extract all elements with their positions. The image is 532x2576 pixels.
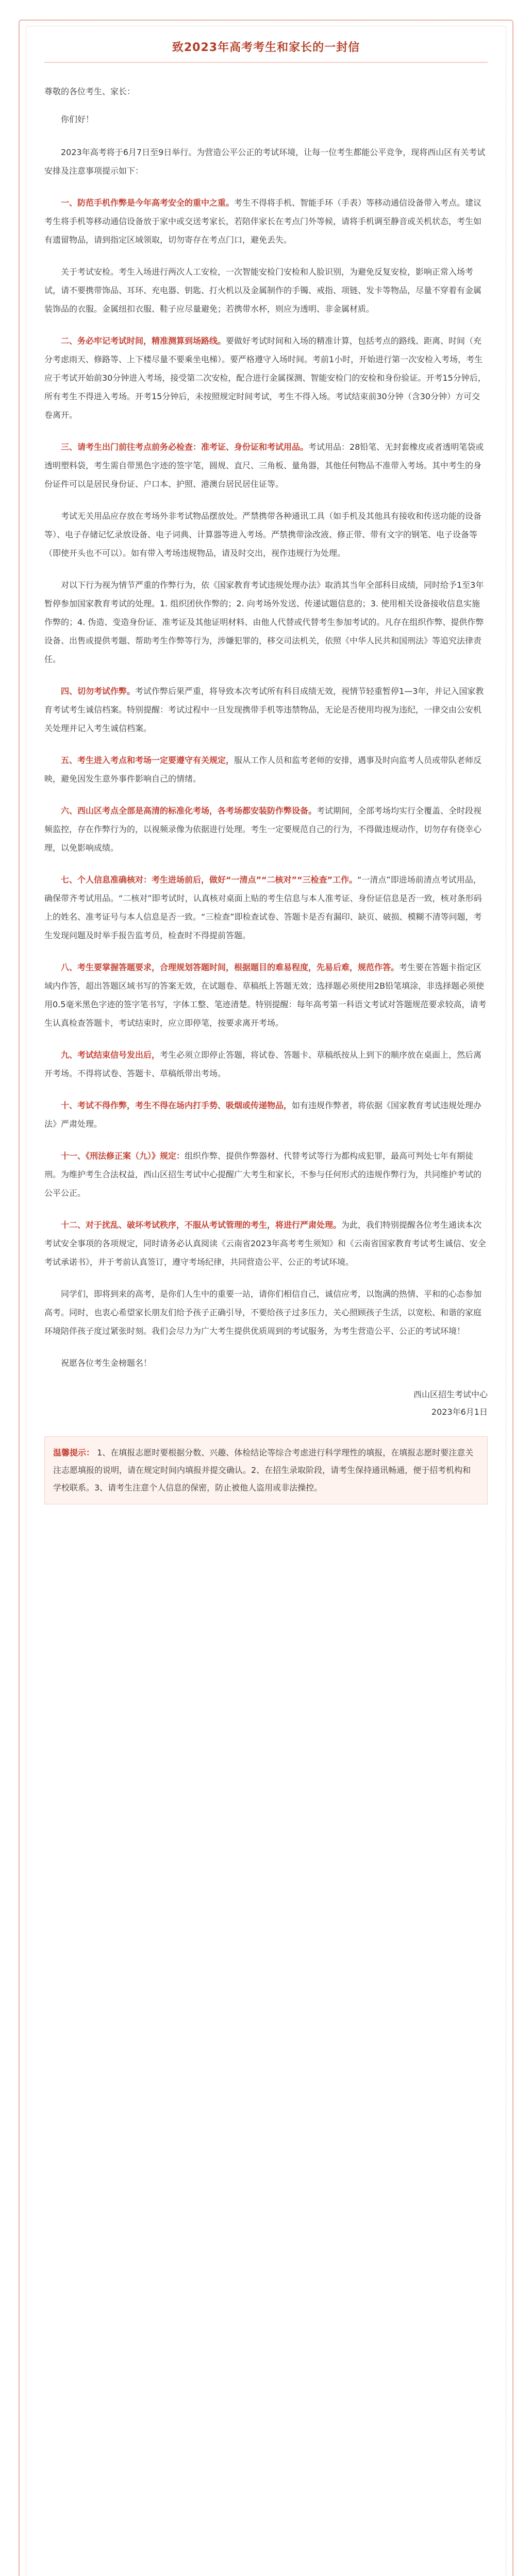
letter-content <box>44 82 488 1504</box>
section-body: 考生要在答题卡指定区域内作答，超出答题区域书写的答案无效，在试题卷、草稿纸上答题无效；选择题必须使用2B铅笔填涂，非选择题必须使用0.5毫米黑色字迹的签字笔书写，字体工整、笔迹清楚。特别提醒：每年高考第一科语文考试对答题规范要求较高，请考生认真检查答题卡，考试结束时，应立即停笔，按要求离开考场。 <box>44 962 487 1028</box>
section-body: 考试用品：28铅笔、无封套橡皮或者透明笔袋或透明塑料袋，考生需自带黑色字迹的签字笔，圆规、直尺、三角板、量角器，其他任何物品不准带入考场。其中考生的身份证件可以是居民身份证、户口本、护照、港澳台居民居住证等。 <box>44 442 484 489</box>
section-paragraph <box>44 263 488 318</box>
section-paragraph <box>44 1147 488 1202</box>
section-body: 考生不得将手机、智能手环（手表）等移动通信设备带入考点。建议考生将手机等移动通信设备放于家中或交送考家长，若陪伴家长在考点门外等候，请将手机调至静音或关机状态，考生如有遗留物品，请到指定区域领取，切勿寄存在考点门口，避免丢失。 <box>44 198 482 245</box>
section-heading: 七、个人信息准确核对：考生进场前后，做好“一清点”“二核对”“三检查”工作。 <box>61 875 358 885</box>
section-body: 为此，我们特别提醒各位考生通读本次考试安全事项的各项规定，同时请务必认真阅读《云南省2023年高考考生须知》和《云南省国家教育考试考生诚信、安全考试承诺书》，并于考前认真签订，遵守考场纪律，共同营造公平、公正的考试环境。 <box>44 1220 486 1267</box>
section-heading: 十二、对于扰乱、破坏考试秩序，不服从考试管理的考生，将进行严肃处理。 <box>61 1220 342 1230</box>
section-heading: 五、考生进入考点和考场一定要遵守有关规定， <box>61 755 235 765</box>
section-heading: 二、务必牢记考试时间，精准测算到场路线。 <box>61 336 226 346</box>
section-body: 如有违规作弊者，将依据《国家教育考试违规处理办法》严肃处理。 <box>44 1100 482 1129</box>
section-heading: 六、西山区考点全部是高清的标准化考场，各考场都安装防作弊设备。 <box>61 806 317 816</box>
salutation: 尊敬的各位考生、家长： <box>44 87 136 96</box>
signature-date: 2023年6月1日 <box>431 1407 488 1417</box>
section-paragraph <box>44 332 488 425</box>
section-paragraph <box>44 438 488 494</box>
section-body: 对以下行为视为情节严重的作弊行为，依《国家教育考试违规处理办法》取消其当年全部科目成绩，同时给予1至3年暂停参加国家教育考试的处理。1. 组织团伙作弊的；2. 向考场外发送、传递试题信息的；3. 使用相关设备接收信息实施作弊的；4. 伪造、变造身份证、准考证及其他证明材料、由他人代替或代替考生参加考试的。凡存在组织作弊、提供作弊设备、出售或提供考题、帮助考生作弊等行为，涉嫌犯罪的，移交司法机关，依照《中华人民共和国刑法》等追究法律责任。 <box>44 580 484 664</box>
section-body: 考生必须立即停止答题，将试卷、答题卡、草稿纸按从上到下的顺序放在桌面上，然后离开考场。不得将试卷、答题卡、草稿纸带出考场。 <box>44 1050 482 1078</box>
warm-tip-text: 1、在填报志愿时要根据分数、兴趣、体检结论等综合考虑进行科学理性的填报，在填报志愿时要注意关注志愿填报的说明，请在规定时间内填报并提交确认。2、在招生录取阶段，请考生保持通讯畅通，便于招考机构和学校联系。3、请考生注意个人信息的保密，防止被他人盗用或非法操控。 <box>53 1448 474 1493</box>
signature-org: 西山区招生考试中心 <box>413 1389 488 1399</box>
intro-paragraph: 2023年高考将于6月7日至9日举行。为营造公平公正的考试环境，让每一位考生都能公平竞争，现将西山区有关考试安排及注意事项提示如下： <box>44 147 486 176</box>
section-body: 考试无关用品应存放在考场外非考试物品摆放处。严禁携带各种通讯工具（如手机及其他具有接收和传送功能的设备等）、电子存储记忆录放设备、电子词典、计算器等进入考场。严禁携带涂改液、修正带、带有文字的钢笔、电子设备等（即使开头也不可以）。如有带入考场违规物品，请及时交出，视作违规行为处理。 <box>44 511 482 558</box>
section-heading: 十、考试不得作弊，考生不得在场内打手势、吸烟或传递物品， <box>61 1100 292 1110</box>
section-body: “一清点”即进场前清点考试用品，确保带齐考试用品。“二核对”即考试时，认真核对桌面上贴的考生信息与本人准考证、身份证信息是否一致，核对条形码上的姓名、准考证号与本人信息是否一致。“三检查”即检查试卷、答题卡是否有漏印、缺页、破损、模糊不清等问题，考生发现问题及时举手报告监考员，检查时不得提前答题。 <box>44 875 482 940</box>
section-body: 同学们，即将到来的高考，是你们人生中的重要一站，请你们相信自己，诚信应考，以饱满的热情、平和的心态参加高考。同时，也衷心希望家长朋友们给予孩子正确引导，不要给孩子过多压力，关心照顾孩子生活，以宽松、和谐的家庭环境陪伴孩子度过紧张时刻。我们会尽力为广大考生提供优质周到的考试服务，为考生营造公平、公正的考试环境！ <box>44 1289 482 1336</box>
section-paragraph <box>44 682 488 738</box>
section-paragraph <box>44 802 488 857</box>
section-paragraph <box>44 1216 488 1272</box>
section-heading: 一、防范手机作弊是今年高考安全的重中之重。 <box>61 198 235 208</box>
section-paragraph <box>44 194 488 249</box>
section-paragraph <box>44 576 488 669</box>
section-body: 组织作弊、提供作弊器材、代替考试等行为都构成犯罪，最高可判处七年有期徒刑。为维护考生合法权益，西山区招生考试中心提醒广大考生和家长，不参与任何形式的违规作弊行为，共同维护考试的公平公正。 <box>44 1151 482 1198</box>
section-paragraph <box>44 871 488 945</box>
section-body: 要做好考试时间和入场的精准计算，包括考点的路线、距离、时间（充分考虑雨天、修路等、上下楼尽量不要乘坐电梯）。要严格遵守入场时间。考前1小时，开始进行第一次安检入考场，考生应于考试开始前30分钟进入考场，接受第二次安检，配合进行金属探测、智能安检门的安检和身份验证。开考15分钟后，所有考生不得进入考场。开考15分钟后，未按照规定时间考试，考生不得入场。考试结束前30分钟（含30分钟）方可交卷离开。 <box>44 336 486 420</box>
closing-line: 祝愿各位考生金榜题名！ <box>61 1358 152 1368</box>
section-paragraph <box>44 507 488 563</box>
section-paragraph <box>44 751 488 788</box>
title-divider <box>44 62 488 63</box>
letter-title: 致2023年高考考生和家长的一封信 <box>172 41 360 54</box>
letter-card <box>19 20 513 2576</box>
sections-container <box>44 194 488 1341</box>
section-body: 考试期间，全部考场均实行全覆盖、全时段视频监控，存在作弊行为的，以视频录像为依据进行处理。考生一定要规范自己的行为，不得做违规动作，切勿存有侥幸心理，以免影响成绩。 <box>44 806 482 853</box>
section-paragraph <box>44 958 488 1032</box>
section-heading: 四、切勿考试作弊。 <box>61 686 136 696</box>
warm-tip-label: 温馨提示： <box>53 1448 95 1458</box>
section-paragraph <box>44 1285 488 1341</box>
section-body: 关于考试安检。考生入场进行两次人工安检，一次智能安检门安检和人脸识别，为避免反复安检，影响正常入场考试，请不要携带饰品、耳环、充电器、钥匙、打火机以及金属制作的手镯、戒指、项链、发卡等物品，尽量不穿着有金属装饰品的衣服。金属纽扣衣服、鞋子应尽量避免；若携带水杯，则应为透明、非金属材质。 <box>44 267 482 314</box>
section-body: 考试作弊后果严重，将导致本次考试所有科目成绩无效，视情节轻重暂停1—3年，并记入国家教育考试考生诚信档案。特别提醒：考试过程中一旦发现携带手机等违禁物品，无论是否使用均视为违纪，一律交由公安机关处理并记入考生诚信档案。 <box>44 686 484 733</box>
signature <box>44 1386 488 1421</box>
section-heading: 八、考生要掌握答题要求，合理规划答题时间，根据题目的难易程度，先易后难，规范作答。 <box>61 962 400 972</box>
warm-tip-box <box>44 1436 488 1504</box>
section-heading: 三、请考生出门前往考点前务必检查：准考证、身份证和考试用品。 <box>61 442 309 452</box>
section-heading: 九、考试结束信号发出后， <box>61 1050 160 1060</box>
section-paragraph <box>44 1046 488 1083</box>
greeting: 你们好！ <box>61 114 94 124</box>
section-body: 服从工作人员和监考老师的安排，遇事及时向监考人员或带队老师反映，避免因发生意外事件影响自己的情绪。 <box>44 755 482 784</box>
section-paragraph <box>44 1096 488 1133</box>
section-heading: 十一、《刑法修正案（九）》规定： <box>61 1151 185 1161</box>
